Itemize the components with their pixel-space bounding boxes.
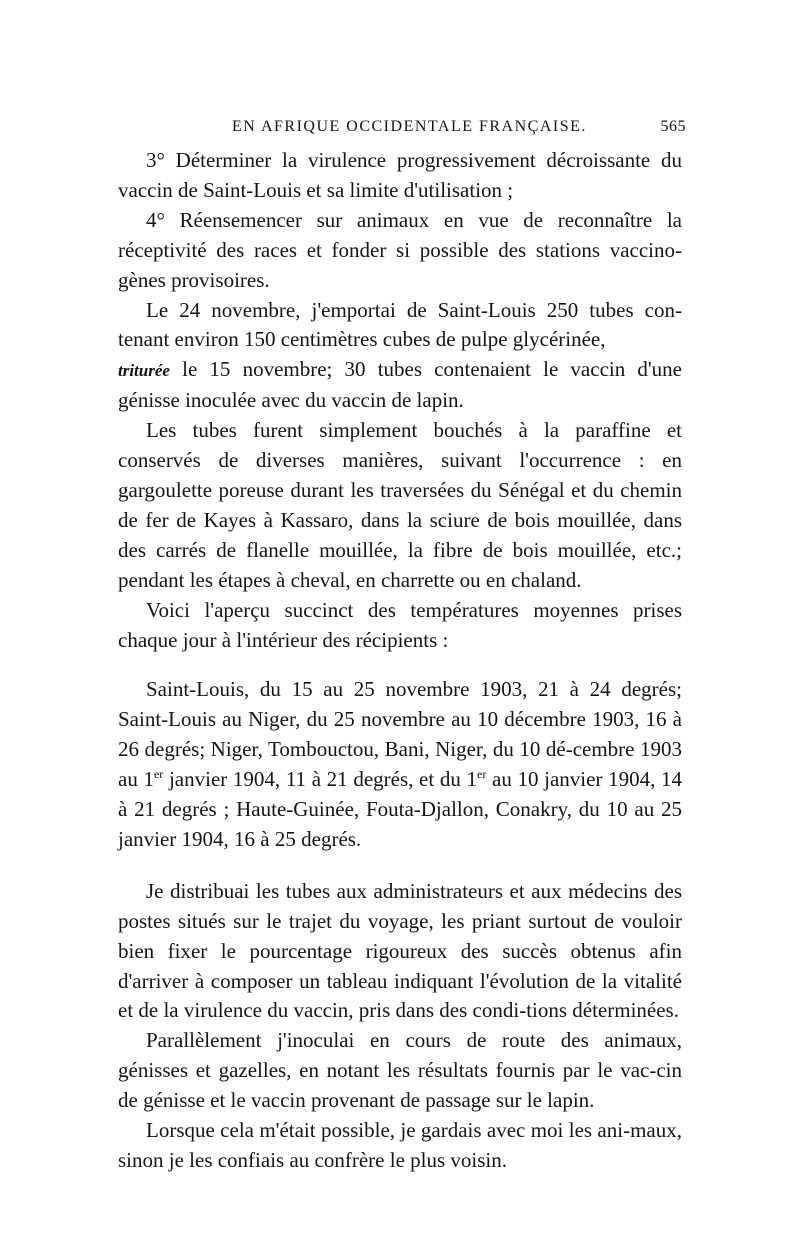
superscript-er-1: er: [153, 767, 164, 782]
departure-text-start: Le 24 novembre, j'emportai de Saint-Louis 250 tubes con-tenant environ 150 centimètres cubes de pulpe glycérinée,: [118, 297, 682, 352]
paragraph-distribution: Je distribuai les tubes aux administrateurs et aux médecins des postes situés sur le trajet du voyage, les priant surtout de vouloir bien fixer le pourcentage rigoureux des succès obtenus afin d'arriver à composer un tableau indiquant l'évolution de la vitalité et de la virulence du vaccin, pris dans des condi-tions déterminées.: [118, 878, 682, 1023]
body-text: [118, 146, 682, 1176]
temperatures-text-c: au 10 janvier 1904, 14 à 21 degrés ; Haute-Guinée, Fouta-Djallon, Conakry, du 10 au 25 janvier 1904, 16 à 25 degrés.: [118, 767, 683, 851]
paragraph-conservation: Les tubes furent simplement bouchés à la paraffine et conservés de diverses manières, suivant l'occurrence : en gargoulette poreuse durant les traversées du Sénégal et du chemin de fer de Kayes à Kassaro, dans la sciure de bois mouillée, dans des carrés de flanelle mouillée, la fibre de bois mouillée, etc.; pendant les étapes à cheval, en charrette ou en chaland.: [118, 418, 682, 592]
running-title: EN AFRIQUE OCCIDENTALE FRANÇAISE.: [232, 118, 587, 135]
superscript-er-2: er: [477, 767, 487, 782]
paragraph-temperatures-intro: Voici l'aperçu succinct des températures moyennes prises chaque jour à l'intérieur des récipients :: [118, 597, 682, 652]
paragraph-item-3: 3° Déterminer la virulence progressivement décroissante du vaccin de Saint-Louis et sa limite d'utilisation ;: [118, 148, 682, 202]
temperatures-text-b: janvier 1904, 11 à 21 degrés, et du 1: [163, 767, 478, 792]
paragraph-item-4: 4° Réensemencer sur animaux en vue de reconnaître la réceptivité des races et fonder si possible des stations vaccino-gènes provisoires.: [118, 207, 682, 292]
italic-word: triturée: [118, 361, 170, 381]
running-head: [100, 112, 686, 142]
page-number: 565: [660, 118, 686, 135]
paragraph-departure: [118, 296, 682, 417]
paragraph-temperatures: [118, 675, 682, 854]
paragraph-inoculation: Parallèlement j'inoculai en cours de route des animaux, génisses et gazelles, en notant les résultats fournis par le vac-cin de génisse et le vaccin provenant de passage sur le lapin.: [118, 1028, 682, 1113]
paragraph-animals: Lorsque cela m'était possible, je gardais avec moi les ani-maux, sinon je les confiais au confrère le plus voisin.: [118, 1118, 682, 1172]
departure-text-end: le 15 novembre; 30 tubes contenaient le vaccin d'une génisse inoculée avec du vaccin de lapin.: [118, 357, 682, 413]
temperatures-text-a: Saint-Louis, du 15 au 25 novembre 1903, 21 à 24 degrés; Saint-Louis au Niger, du 25 novembre au 10 décembre 1903, 16 à 26 degrés; Niger, Tombouctou, Bani, Niger, du 10 dé-cembre 1903 au 1: [118, 677, 682, 792]
